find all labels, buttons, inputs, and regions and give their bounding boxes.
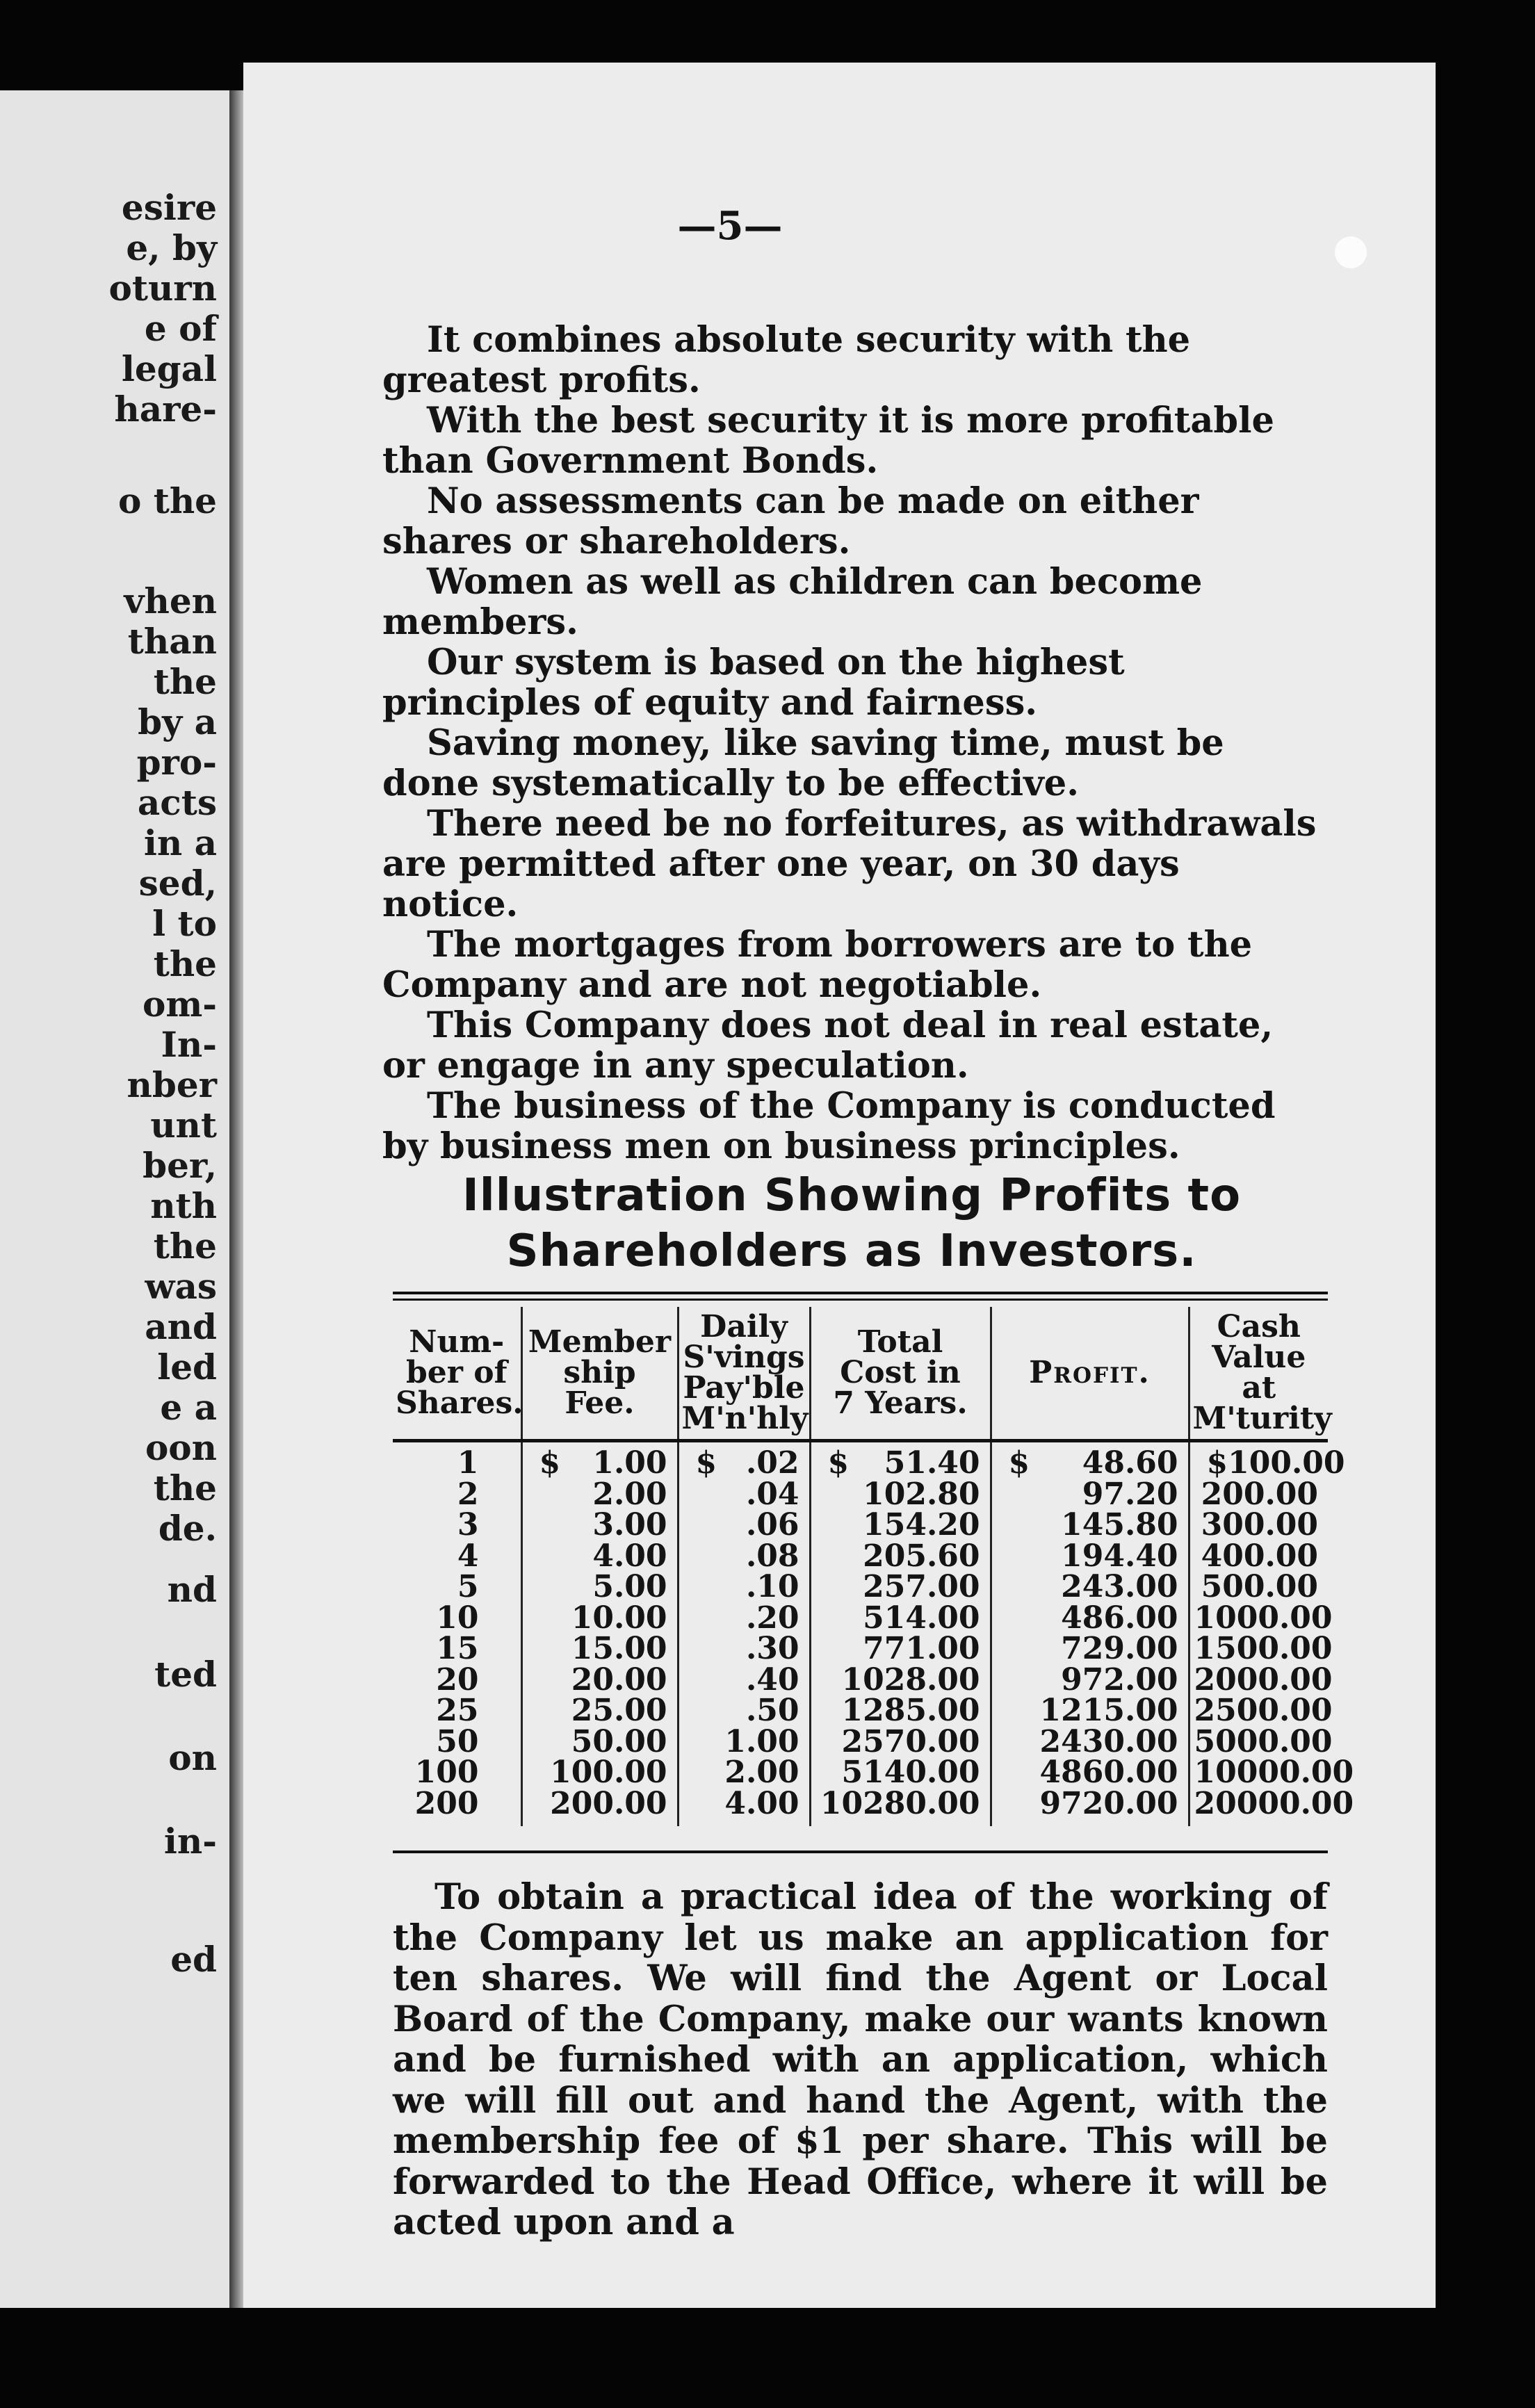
header-cash bbox=[1189, 1307, 1332, 1441]
cell-value: .02 bbox=[745, 1445, 799, 1481]
cell-cost bbox=[810, 1507, 991, 1543]
cell-cash bbox=[1189, 1538, 1328, 1574]
cell-value: 20 bbox=[436, 1661, 479, 1698]
cell-value: 200.00 bbox=[550, 1785, 667, 1821]
currency-symbol: $ bbox=[695, 1445, 717, 1481]
header-text: Value at bbox=[1212, 1340, 1306, 1406]
cell-value: 1215.00 bbox=[1039, 1693, 1178, 1728]
table-row bbox=[393, 1634, 1328, 1665]
cell-daily bbox=[678, 1723, 810, 1759]
table-heading-line: Shareholders as Investors. bbox=[506, 1226, 1197, 1277]
table-row bbox=[393, 1572, 1328, 1603]
cell-shares bbox=[393, 1785, 521, 1827]
table-header-row bbox=[393, 1307, 1328, 1441]
cell-value: 2 bbox=[457, 1476, 479, 1512]
statement: Women as well as children can become members. bbox=[382, 561, 1203, 643]
left-page-fragment: In- bbox=[161, 1024, 217, 1065]
cell-value: .50 bbox=[745, 1693, 799, 1728]
left-page-fragment: esire bbox=[121, 187, 217, 228]
currency-symbol: $ bbox=[1206, 1445, 1228, 1481]
header-cost bbox=[810, 1307, 991, 1441]
cell-value: 10.00 bbox=[571, 1600, 667, 1636]
cell-value: 200.00 bbox=[1201, 1476, 1318, 1512]
cell-fee bbox=[521, 1600, 678, 1636]
cell-value: 4.00 bbox=[724, 1785, 799, 1821]
cell-daily bbox=[678, 1631, 810, 1666]
cell-value: 10000.00 bbox=[1194, 1755, 1354, 1790]
header-text: M'turity bbox=[1192, 1401, 1332, 1436]
cell-fee bbox=[521, 1661, 678, 1698]
cell-value: 1500.00 bbox=[1194, 1631, 1333, 1666]
cell-value: 145.80 bbox=[1061, 1507, 1178, 1543]
header-text: 7 Years. bbox=[833, 1385, 968, 1421]
left-page-fragment: nth bbox=[150, 1185, 217, 1226]
left-page-fragment: nber bbox=[127, 1064, 217, 1105]
cell-cost bbox=[810, 1723, 991, 1759]
closing-paragraph: To obtain a practical idea of the working of the Company let us make an application for ten shares. We will find the Agent or Local Board of the Company, make our wants known and be furnished with an application, which we will fill out and hand the Agent, with the membership fee of $1 per share. This will be forwarded to the Head Office, where it will be acted upon and a bbox=[393, 1876, 1328, 2243]
statements-list bbox=[382, 320, 1321, 1166]
cell-daily bbox=[678, 1507, 810, 1543]
cell-shares bbox=[393, 1723, 521, 1759]
left-page-fragment: was bbox=[145, 1266, 217, 1307]
table-row bbox=[393, 1757, 1328, 1789]
table-row bbox=[393, 1727, 1328, 1758]
left-page-fragment: ed bbox=[170, 1939, 217, 1980]
cell-value: 200 bbox=[414, 1785, 479, 1821]
left-page-fragment: e of bbox=[144, 308, 217, 349]
cell-value: 5.00 bbox=[592, 1569, 667, 1604]
cell-value: 5000.00 bbox=[1194, 1723, 1333, 1759]
cell-daily bbox=[678, 1785, 810, 1827]
cell-value: 20000.00 bbox=[1194, 1785, 1354, 1821]
cell-value: 102.80 bbox=[863, 1476, 980, 1512]
cell-value: 9720.00 bbox=[1039, 1785, 1178, 1821]
cell-shares bbox=[393, 1538, 521, 1574]
left-page-fragment: acts bbox=[137, 782, 217, 823]
cell-daily bbox=[678, 1695, 810, 1727]
cell-value: 1028.00 bbox=[841, 1661, 980, 1698]
left-page-fragment: by a bbox=[138, 701, 217, 742]
cell-value: .06 bbox=[745, 1507, 799, 1543]
cell-value: 514.00 bbox=[863, 1600, 980, 1636]
cell-profit bbox=[991, 1538, 1189, 1574]
cell-value: 300.00 bbox=[1201, 1507, 1318, 1543]
cell-value: 194.40 bbox=[1061, 1538, 1178, 1574]
cell-cash bbox=[1189, 1507, 1328, 1543]
cell-value: 50.00 bbox=[571, 1723, 667, 1759]
cell-value: 48.60 bbox=[1082, 1445, 1178, 1481]
statement: The mortgages from borrowers are to the Company and are not negotiable. bbox=[382, 924, 1253, 1006]
cell-value: 2570.00 bbox=[841, 1723, 980, 1759]
left-page-fragment: sed, bbox=[138, 863, 217, 904]
cell-value: 729.00 bbox=[1061, 1631, 1178, 1666]
header-text: Member bbox=[528, 1324, 672, 1360]
left-page-fragment: oturn bbox=[108, 268, 217, 309]
header-text: Total bbox=[857, 1324, 943, 1360]
cell-profit bbox=[991, 1507, 1189, 1543]
table-heading bbox=[382, 1168, 1321, 1279]
cell-fee bbox=[521, 1785, 678, 1827]
header-text: Cost in bbox=[840, 1355, 961, 1390]
left-page-fragment: the bbox=[153, 661, 217, 702]
cell-value: .08 bbox=[745, 1538, 799, 1574]
cell-profit bbox=[991, 1661, 1189, 1698]
header-text: Cash bbox=[1217, 1309, 1301, 1344]
cell-cost bbox=[810, 1661, 991, 1698]
left-page-fragment: oon bbox=[145, 1427, 217, 1468]
left-page-fragment: vhen bbox=[124, 580, 217, 621]
cell-value: 2.00 bbox=[724, 1755, 799, 1790]
header-profit bbox=[991, 1307, 1189, 1441]
cell-shares bbox=[393, 1600, 521, 1636]
cell-profit bbox=[991, 1476, 1189, 1512]
header-text: Daily bbox=[700, 1309, 788, 1344]
cell-cash bbox=[1189, 1476, 1328, 1512]
cell-fee bbox=[521, 1441, 678, 1479]
left-page-fragment: o the bbox=[117, 480, 217, 521]
cell-value: 2.00 bbox=[592, 1476, 667, 1512]
cell-daily bbox=[678, 1569, 810, 1604]
cell-cost bbox=[810, 1538, 991, 1574]
statement: It combines absolute security with the greatest profits. bbox=[382, 319, 1191, 401]
left-page-fragment: on bbox=[168, 1737, 217, 1778]
cell-profit bbox=[991, 1695, 1189, 1727]
cell-value: .40 bbox=[745, 1661, 799, 1698]
cell-cost bbox=[810, 1476, 991, 1512]
cell-value: 100.00 bbox=[1228, 1445, 1345, 1481]
left-page-fragment: hare- bbox=[114, 389, 217, 430]
cell-cash bbox=[1189, 1693, 1333, 1728]
cell-fee bbox=[521, 1538, 678, 1574]
left-page-fragment: the bbox=[153, 943, 217, 984]
cell-value: 1000.00 bbox=[1194, 1600, 1333, 1636]
cell-cash bbox=[1189, 1569, 1328, 1604]
left-page-fragment: the bbox=[153, 1467, 217, 1508]
cell-value: .04 bbox=[745, 1476, 799, 1512]
cell-cash bbox=[1189, 1661, 1333, 1698]
cell-daily bbox=[678, 1757, 810, 1789]
cell-value: 3 bbox=[457, 1507, 479, 1543]
cell-value: 771.00 bbox=[863, 1631, 980, 1666]
left-page-fragment: ted bbox=[154, 1654, 217, 1695]
table-bottom-rule bbox=[393, 1850, 1328, 1853]
statement: The business of the Company is conducted by business men on business principles. bbox=[382, 1085, 1276, 1167]
cell-value: 15 bbox=[436, 1631, 479, 1666]
cell-daily bbox=[678, 1476, 810, 1512]
left-page-fragment: legal bbox=[121, 348, 217, 389]
cell-cost bbox=[810, 1695, 991, 1727]
cell-daily bbox=[678, 1538, 810, 1574]
cell-cash bbox=[1189, 1631, 1333, 1666]
currency-symbol: $ bbox=[539, 1445, 561, 1481]
left-page-fragment: om- bbox=[142, 984, 217, 1025]
cell-profit bbox=[991, 1723, 1189, 1759]
book-gutter bbox=[229, 90, 243, 2308]
left-page-fragment: than bbox=[127, 621, 217, 662]
statement: With the best security it is more profitable than Government Bonds. bbox=[382, 400, 1274, 482]
table-row bbox=[393, 1665, 1328, 1696]
table-heading-line: Illustration Showing Profits to bbox=[462, 1170, 1242, 1221]
currency-symbol: $ bbox=[827, 1445, 850, 1481]
cell-value: 25 bbox=[436, 1693, 479, 1728]
cell-value: 2000.00 bbox=[1194, 1661, 1333, 1698]
cell-value: 4860.00 bbox=[1039, 1755, 1178, 1790]
left-page-fragment: the bbox=[153, 1226, 217, 1267]
left-page-fragment: e, by bbox=[126, 227, 217, 268]
cell-value: 15.00 bbox=[571, 1631, 667, 1666]
cell-daily bbox=[678, 1661, 810, 1698]
left-page-fragment: in- bbox=[163, 1821, 217, 1862]
cell-shares bbox=[393, 1661, 521, 1698]
table-row bbox=[393, 1541, 1328, 1572]
header-text: ship bbox=[563, 1355, 636, 1390]
cell-profit bbox=[991, 1785, 1189, 1827]
cell-daily bbox=[678, 1600, 810, 1636]
cell-fee bbox=[521, 1723, 678, 1759]
cell-value: 205.60 bbox=[863, 1538, 980, 1574]
cell-fee bbox=[521, 1569, 678, 1604]
cell-value: 5 bbox=[457, 1569, 479, 1604]
cell-shares bbox=[393, 1569, 521, 1604]
left-page-fragment: l to bbox=[152, 903, 217, 944]
cell-value: 50 bbox=[436, 1723, 479, 1759]
table-top-rule bbox=[393, 1292, 1328, 1301]
cell-value: 243.00 bbox=[1061, 1569, 1178, 1604]
left-page-fragment: ber, bbox=[143, 1145, 217, 1186]
profits-table bbox=[393, 1307, 1354, 1826]
cell-profit bbox=[991, 1631, 1189, 1666]
currency-symbol: $ bbox=[1008, 1445, 1030, 1481]
header-text: M'n'hly bbox=[681, 1401, 809, 1436]
cell-cost bbox=[810, 1569, 991, 1604]
statement: There need be no forfeitures, as withdrawals are permitted after one year, on 30 days notice. bbox=[382, 803, 1317, 925]
cell-value: 100.00 bbox=[550, 1755, 667, 1790]
cell-profit bbox=[991, 1600, 1189, 1636]
cell-fee bbox=[521, 1476, 678, 1512]
cell-value: 51.40 bbox=[884, 1445, 980, 1481]
statement: Our system is based on the highest principles of equity and fairness. bbox=[382, 642, 1125, 724]
header-text: Fee. bbox=[565, 1385, 635, 1421]
left-page-fragment: nd bbox=[167, 1569, 217, 1610]
statement: No assessments can be made on either shares or shareholders. bbox=[382, 480, 1199, 562]
cell-profit bbox=[991, 1441, 1189, 1479]
cell-value: 1285.00 bbox=[841, 1693, 980, 1728]
cell-shares bbox=[393, 1757, 521, 1789]
cell-profit bbox=[991, 1569, 1189, 1604]
cell-value: 500.00 bbox=[1201, 1569, 1318, 1604]
left-page-fragment: in a bbox=[143, 822, 217, 863]
cell-cash bbox=[1189, 1441, 1345, 1481]
cell-value: 10280.00 bbox=[820, 1785, 980, 1821]
cell-fee bbox=[521, 1757, 678, 1789]
header-text: ber of bbox=[405, 1355, 507, 1390]
table-row bbox=[393, 1510, 1328, 1541]
cell-fee bbox=[521, 1507, 678, 1543]
cell-value: 154.20 bbox=[863, 1507, 980, 1543]
statement: This Company does not deal in real estate, or engage in any speculation. bbox=[382, 1004, 1274, 1087]
header-text: Shares. bbox=[396, 1385, 523, 1421]
cell-shares bbox=[393, 1507, 521, 1543]
cell-cash bbox=[1189, 1755, 1354, 1790]
light-glare bbox=[1335, 236, 1367, 268]
left-page-fragment: led bbox=[157, 1347, 217, 1388]
header-text: S'vings bbox=[683, 1340, 805, 1375]
cell-daily bbox=[678, 1441, 810, 1479]
cell-cost bbox=[810, 1785, 991, 1827]
cell-value: .10 bbox=[745, 1569, 799, 1604]
cell-fee bbox=[521, 1631, 678, 1666]
cell-value: 1.00 bbox=[724, 1723, 799, 1759]
cell-value: 25.00 bbox=[571, 1693, 667, 1728]
cell-value: 486.00 bbox=[1061, 1600, 1178, 1636]
cell-value: 972.00 bbox=[1061, 1661, 1178, 1698]
header-text: Profit. bbox=[1029, 1355, 1151, 1390]
cell-cost bbox=[810, 1441, 991, 1479]
cell-value: 1.00 bbox=[592, 1445, 667, 1481]
cell-shares bbox=[393, 1441, 521, 1479]
cell-value: 2500.00 bbox=[1194, 1693, 1333, 1728]
left-page-margin bbox=[0, 90, 229, 2308]
cell-value: .30 bbox=[745, 1631, 799, 1666]
cell-value: 20.00 bbox=[571, 1661, 667, 1698]
header-fee bbox=[521, 1307, 678, 1441]
cell-shares bbox=[393, 1476, 521, 1512]
cell-value: 100 bbox=[414, 1755, 479, 1790]
header-shares bbox=[393, 1307, 521, 1441]
cell-profit bbox=[991, 1757, 1189, 1789]
cell-value: 5140.00 bbox=[841, 1755, 980, 1790]
cell-value: 3.00 bbox=[592, 1507, 667, 1543]
cell-cash bbox=[1189, 1600, 1333, 1636]
cell-value: 4 bbox=[457, 1538, 479, 1574]
table-row bbox=[393, 1695, 1328, 1727]
table-row bbox=[393, 1789, 1328, 1827]
table-row bbox=[393, 1479, 1328, 1511]
left-page-fragment: unt bbox=[150, 1105, 217, 1146]
cell-value: 97.20 bbox=[1082, 1476, 1178, 1512]
table-row bbox=[393, 1441, 1328, 1479]
cell-shares bbox=[393, 1695, 521, 1727]
cell-value: 2430.00 bbox=[1039, 1723, 1178, 1759]
table-row bbox=[393, 1603, 1328, 1634]
cell-value: 400.00 bbox=[1201, 1538, 1318, 1574]
header-text: Num- bbox=[409, 1324, 505, 1360]
cell-shares bbox=[393, 1631, 521, 1666]
left-page-fragment: and bbox=[145, 1306, 217, 1347]
cell-cash bbox=[1189, 1785, 1354, 1827]
cell-value: 4.00 bbox=[592, 1538, 667, 1574]
cell-value: 257.00 bbox=[863, 1569, 980, 1604]
header-daily bbox=[678, 1307, 810, 1441]
left-page-fragment: pro- bbox=[136, 742, 217, 783]
cell-cost bbox=[810, 1600, 991, 1636]
left-page-fragment: de. bbox=[158, 1508, 217, 1549]
cell-cost bbox=[810, 1757, 991, 1789]
cell-value: .20 bbox=[745, 1600, 799, 1636]
page-number: —5— bbox=[677, 203, 783, 249]
cell-value: 10 bbox=[436, 1600, 479, 1636]
cell-cost bbox=[810, 1631, 991, 1666]
cell-cash bbox=[1189, 1723, 1333, 1759]
cell-fee bbox=[521, 1695, 678, 1727]
header-text: Pay'ble bbox=[683, 1370, 805, 1406]
cell-value: 1 bbox=[457, 1445, 479, 1481]
left-page-fragment: e a bbox=[160, 1387, 217, 1428]
statement: Saving money, like saving time, must be done systematically to be effective. bbox=[382, 722, 1224, 804]
